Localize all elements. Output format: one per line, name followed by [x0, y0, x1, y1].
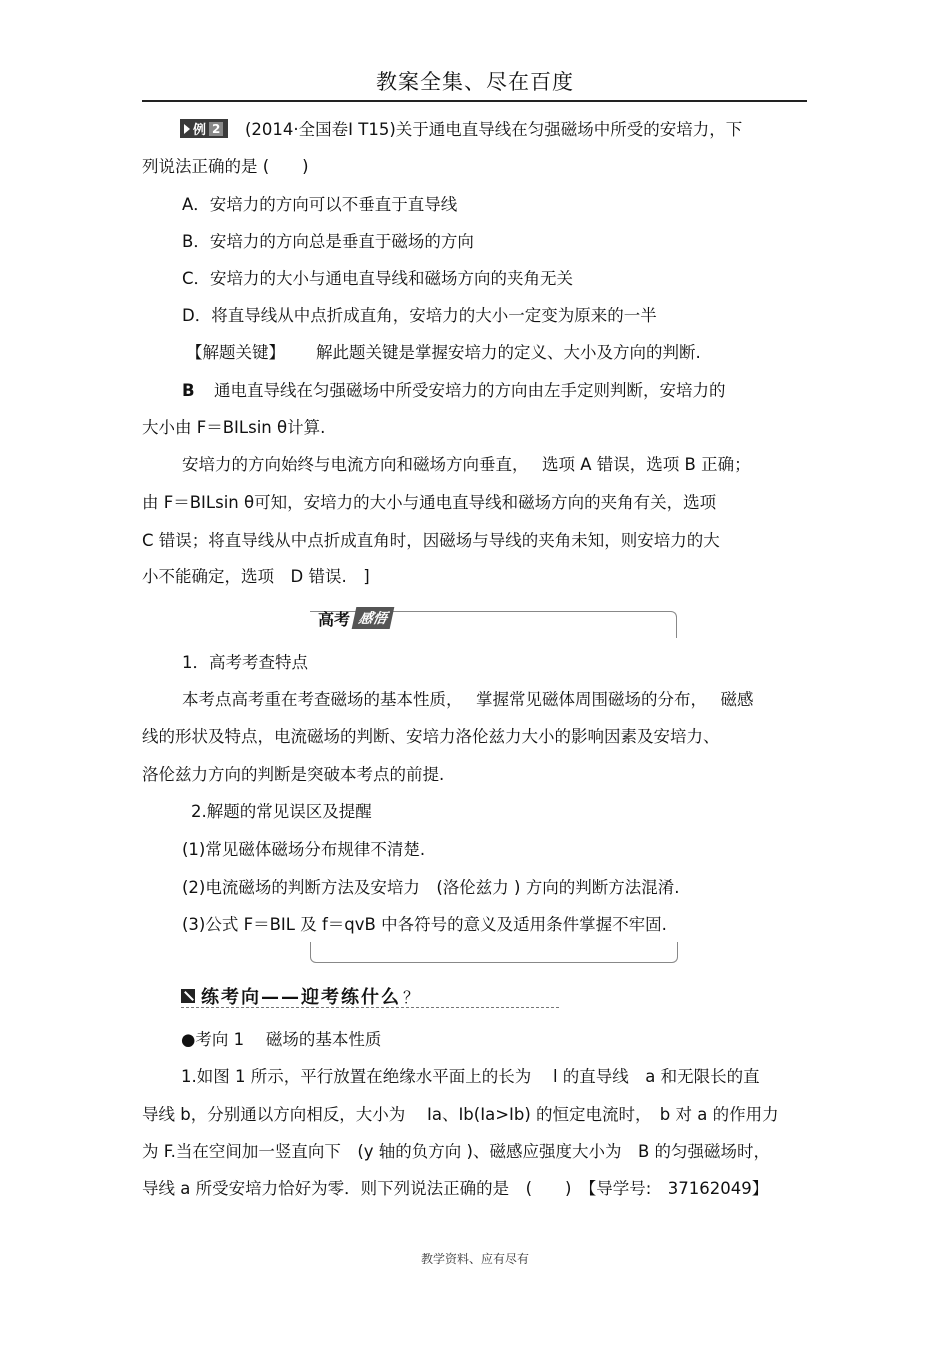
practice-topic: ●考向 1 磁场的基本性质 [181, 1030, 382, 1049]
gaokao-p2-item2: (2)电流磁场的判断方法及安培力 (洛伦兹力 ) 方向的判断方法混淆. [182, 878, 680, 897]
example-stem-line1: (2014·全国卷Ⅰ T15)关于通电直导线在匀强磁场中所受的安培力，下 [245, 120, 743, 139]
header-divider [142, 100, 807, 102]
example-badge [180, 119, 228, 138]
question1-line4: 导线 a 所受安培力恰好为零．则下列说法正确的是 ( ) 【导学号: 37162049】 [142, 1179, 769, 1198]
practice-heading-underline [181, 1007, 559, 1008]
practice-heading-text: 练考向——迎考练什么 [201, 987, 401, 1008]
answer-line3: 安培力的方向始终与电流方向和磁场方向垂直， 选项 A 错误，选项 B 正确； [182, 455, 751, 474]
key-label: 【解题关键】 [186, 343, 285, 362]
play-icon [184, 124, 190, 134]
answer-line6: 小不能确定，选项 D 错误. ] [142, 567, 370, 586]
square-check-icon [181, 989, 195, 1003]
page-header-title: 教案全集、尽在百度 [376, 70, 574, 94]
gaokao-p1-line3: 洛伦兹力方向的判断是突破本考点的前提. [142, 765, 445, 784]
option-d: D．将直导线从中点折成直角，安培力的大小一定变为原来的一半 [182, 306, 657, 325]
question1-line2: 导线 b，分别通以方向相反，大小为 Ia、Ib(Ia>Ib) 的恒定电流时， b 对 a 的作用力 [142, 1105, 779, 1124]
key-text: 解此题关键是掌握安培力的定义、大小及方向的判断. [316, 343, 701, 362]
answer-letter: B [182, 381, 195, 400]
gaokao-p2-item3: (3)公式 F＝BIL 及 f＝qvB 中各符号的意义及适用条件掌握不牢固. [182, 915, 667, 934]
page-footer: 教学资料、应有尽有 [420, 1252, 529, 1266]
option-c: C．安培力的大小与通电直导线和磁场方向的夹角无关 [182, 269, 574, 288]
gaokao-p1-line2: 线的形状及特点，电流磁场的判断、安培力洛伦兹力大小的影响因素及安培力、 [142, 727, 720, 746]
option-b: B．安培力的方向总是垂直于磁场的方向 [182, 232, 474, 251]
gaokao-p2-item1: (1)常见磁体磁场分布规律不清楚. [182, 840, 426, 859]
question1-line3: 为 F.当在空间加一竖直向下 (y 轴的负方向 )、磁感应强度大小为 B 的匀强磁场时， [142, 1142, 771, 1161]
practice-heading-question: ？ [403, 987, 422, 1007]
gaokao-box-bottom [310, 942, 678, 963]
practice-heading [181, 983, 421, 1009]
gaokao-p1-line1: 本考点高考重在考查磁场的基本性质， 掌握常见磁体周围磁场的分布， 磁感 [182, 690, 754, 709]
answer-line4: 由 F＝BILsin θ可知，安培力的大小与通电直导线和磁场方向的夹角有关，选项 [142, 493, 717, 512]
gaokao-tab [318, 606, 392, 630]
answer-line5: C 错误；将直导线从中点折成直角时，因磁场与导线的夹角未知，则安培力的大 [142, 531, 720, 550]
gaokao-p2-title: 2.解题的常见误区及提醒 [191, 802, 372, 821]
example-badge-label: 例 [193, 123, 207, 138]
gaokao-p1-title: 1．高考考查特点 [182, 653, 308, 672]
answer-line2: 大小由 F＝BILsin θ计算. [142, 418, 326, 437]
answer-line1: 通电直导线在匀强磁场中所受安培力的方向由左手定则判断，安培力的 [214, 381, 726, 400]
gaokao-label: 高考 [318, 609, 351, 629]
gaokao-stamp: 感悟 [352, 607, 395, 629]
example-stem-line2: 列说法正确的是 ( ) [142, 157, 309, 176]
question1-line1: 1.如图 1 所示，平行放置在绝缘水平面上的长为 l 的直导线 a 和无限长的直 [181, 1067, 760, 1086]
option-a: A．安培力的方向可以不垂直于直导线 [182, 195, 458, 214]
example-badge-number: 2 [209, 122, 223, 136]
